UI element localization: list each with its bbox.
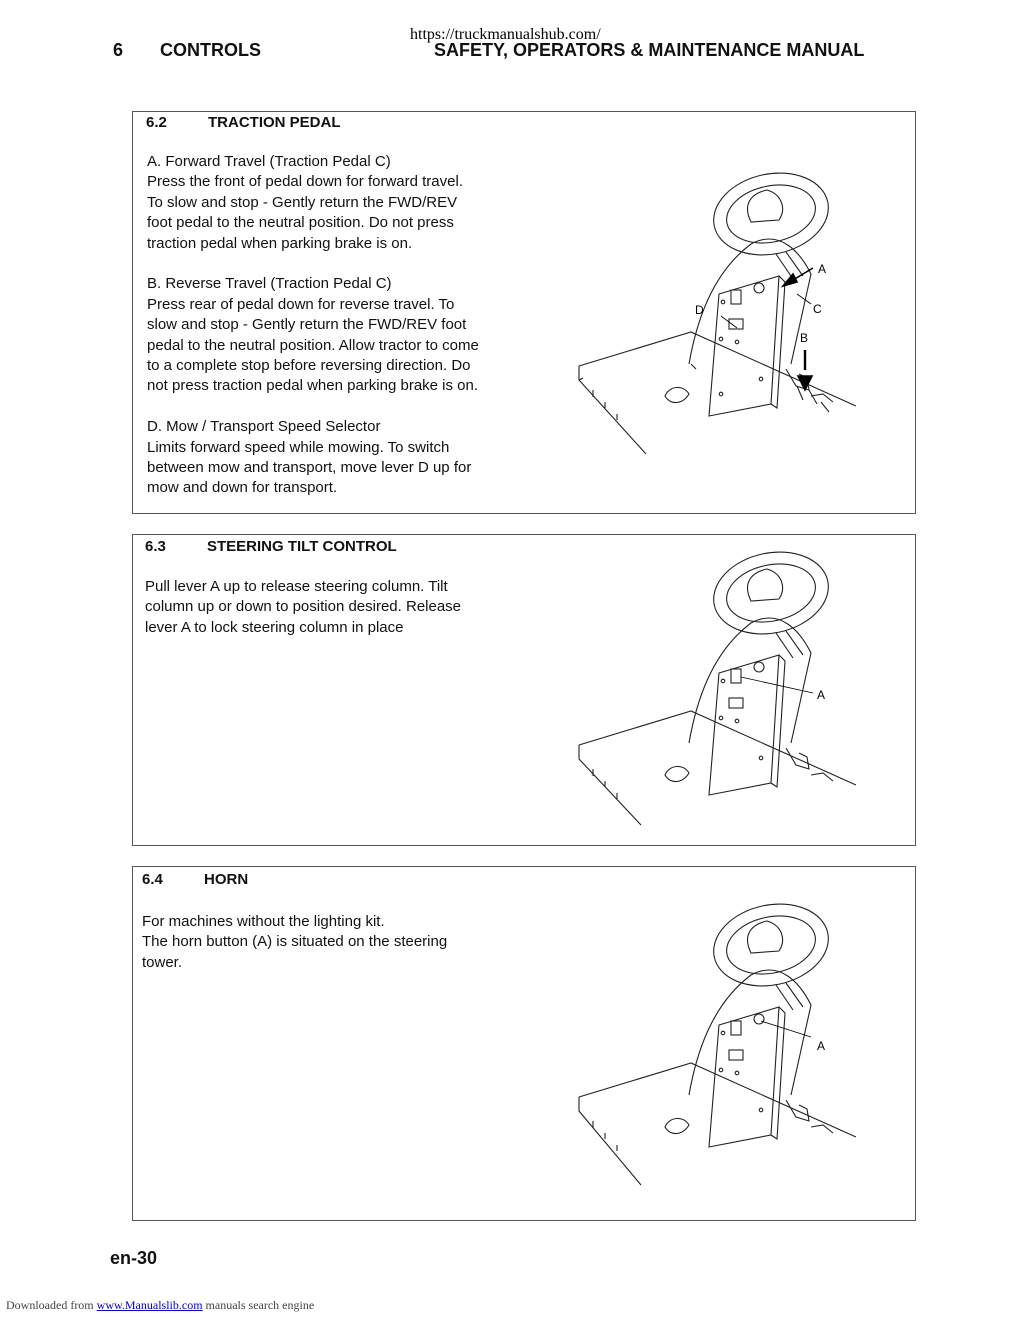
figure-label-c: C [813, 302, 822, 316]
section-traction-pedal [132, 111, 916, 514]
section-horn [132, 866, 916, 1221]
figure-label-a: A [817, 688, 826, 702]
section-steering-tilt [132, 534, 916, 846]
text-line: to a complete stop before reversing direction. Do [147, 357, 471, 375]
text-line: pedal to the neutral position. Allow tractor to come [147, 336, 479, 354]
text-line: traction pedal when parking brake is on. [147, 234, 413, 252]
text-line: To slow and stop - Gently return the FWD/REV [147, 193, 458, 211]
section-title: HORN [204, 871, 249, 888]
section-number: 6.3 [145, 538, 166, 555]
text-line: Press rear of pedal down for reverse travel. To [147, 295, 455, 313]
section-body [142, 912, 502, 994]
text-line: tower. [142, 953, 183, 971]
figure-label-a: A [818, 262, 827, 276]
figure-label-a: A [817, 1039, 826, 1053]
text-line: between mow and transport, move lever D up for [147, 459, 472, 477]
section-body [145, 577, 505, 659]
page-number: en-30 [110, 1248, 158, 1268]
steering-tower-figure [571, 895, 871, 1195]
text-line: not press traction pedal when parking brake is on. [147, 377, 479, 395]
text-line: A. Forward Travel (Traction Pedal C) [147, 153, 391, 170]
text-line: The horn button (A) is situated on the steering [142, 933, 448, 951]
steering-tower-illustration-icon [571, 895, 871, 1195]
text-line: Pull lever A up to release steering column. Tilt [145, 578, 448, 595]
text-line: foot pedal to the neutral position. Do not press [147, 214, 454, 232]
text-line: Limits forward speed while mowing. To switch [147, 438, 450, 456]
steering-tower-figure [571, 543, 871, 843]
section-number: 6.4 [142, 871, 163, 888]
steering-tower-figure [571, 164, 871, 514]
text-line: slow and stop - Gently return the FWD/REV foot [147, 316, 467, 334]
section-body [147, 152, 507, 519]
section-title: STEERING TILT CONTROL [207, 538, 397, 555]
text-line: B. Reverse Travel (Traction Pedal C) [147, 275, 392, 293]
figure-label-d: D [695, 303, 704, 317]
manualslib-link[interactable]: www.Manualslib.com [96, 1298, 203, 1312]
paragraph [147, 274, 507, 396]
paragraph [147, 417, 507, 499]
steering-tower-illustration-icon [571, 164, 871, 514]
text-line: mow and down for transport. [147, 479, 338, 497]
figure-label-b: B [800, 331, 809, 345]
text-line: For machines without the lighting kit. [142, 913, 385, 930]
section-heading [145, 538, 397, 555]
paragraph [145, 577, 505, 638]
chapter-number: 6 [113, 40, 124, 60]
section-title: TRACTION PEDAL [208, 114, 341, 131]
section-heading [146, 114, 341, 131]
manual-title: SAFETY, OPERATORS & MAINTENANCE MANUAL [434, 40, 865, 60]
text-line: D. Mow / Transport Speed Selector [147, 418, 381, 436]
paragraph [142, 912, 502, 973]
section-heading [142, 871, 248, 888]
section-number: 6.2 [146, 114, 167, 131]
paragraph [147, 152, 507, 254]
download-footer [6, 1298, 314, 1313]
steering-tower-illustration-icon [571, 543, 871, 843]
text-line: lever A to lock steering column in place [145, 618, 404, 636]
text-line: Press the front of pedal down for forward travel. [147, 173, 463, 191]
chapter-title: CONTROLS [160, 40, 261, 60]
source-url[interactable]: https://truckmanualshub.com/ [410, 26, 601, 43]
text-line: column up or down to position desired. Release [145, 598, 462, 616]
footer-suffix: manuals search engine [205, 1298, 315, 1312]
footer-prefix: Downloaded from [6, 1298, 94, 1312]
